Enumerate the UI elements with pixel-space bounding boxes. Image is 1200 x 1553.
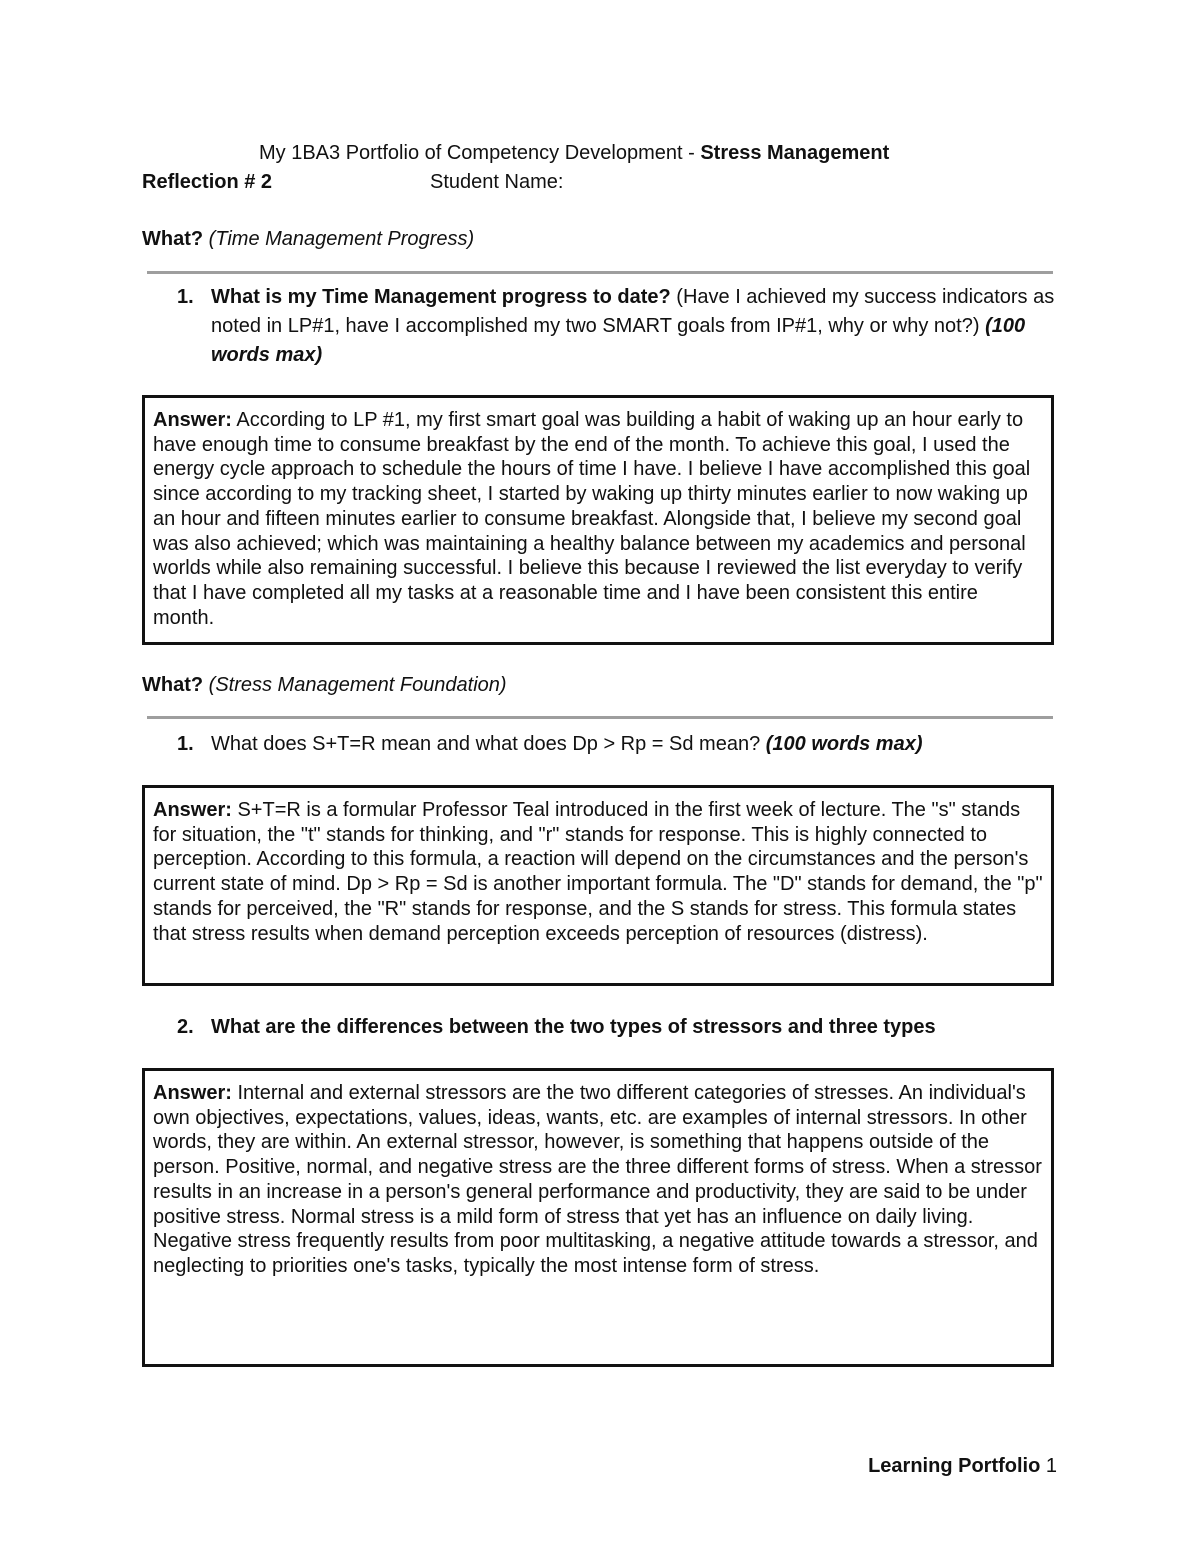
answer-text: According to LP #1, my first smart goal was building a habit of waking up an hour early to have enough time to consume breakfast by the end of the month. To achieve this goal, I used the energy cycle approach to schedule the hours of time I have. I believe I have accomplished this goal since according to my tracking sheet, I started by waking up thirty minutes earlier to now waking up an hour and fifteen minutes earlier to consume breakfast. Alongside that, I believe my second goal was also achieved; which was maintaining a healthy balance between my academics and personal worlds while also remaining successful. I believe this because I reviewed the list everyday to verify that I have completed all my tasks at a reasonable time and I have been consistent this entire month.	[153, 409, 1031, 629]
question-str-formula	[177, 730, 1057, 759]
section-heading-time-management	[142, 228, 474, 251]
student-name-label: Student Name:	[430, 171, 564, 193]
answer-label: Answer:	[153, 799, 232, 821]
section-subtitle: (Time Management Progress)	[208, 228, 475, 250]
document-title	[259, 142, 889, 165]
answer-text: Internal and external stressors are the two different categories of stresses. An individual's own objectives, expectations, values, ideas, wants, etc. are examples of internal stressors. In other words, they are within. An external stressor, however, is something that happens outside of the person. Positive, normal, and negative stress are the three different forms of stress. When a stressor results in an increase in a person's general performance and productivity, they are said to be under positive stress. Normal stress is a mild form of stress that yet has an influence on daily living. Negative stress frequently results from poor multitasking, a negative attitude towards a stressor, and neglecting to priorities one's tasks, typically the most intense form of stress.	[153, 1082, 1042, 1277]
question-bold-text: What are the differences between the two types of stressors and three types	[211, 1016, 936, 1038]
question-stressor-types	[177, 1013, 1057, 1042]
section-what-label: What?	[142, 228, 204, 250]
question-normal-text: What does S+T=R mean and what does Dp > Rp = Sd mean?	[211, 733, 766, 755]
question-number: 1.	[177, 733, 194, 755]
answer-box-stressor-types	[142, 1068, 1054, 1367]
footer-label: Learning Portfolio	[868, 1455, 1041, 1477]
title-prefix: My 1BA3 Portfolio of Competency Development -	[259, 142, 701, 164]
section-subtitle: (Stress Management Foundation)	[208, 674, 507, 696]
page-footer	[868, 1455, 1057, 1478]
question-bold-text: What is my Time Management progress to date?	[211, 286, 671, 308]
section-heading-stress-management	[142, 674, 507, 697]
title-topic: Stress Management	[700, 142, 890, 164]
page-number: 1	[1040, 1455, 1057, 1477]
question-text	[211, 730, 1057, 759]
answer-box-time-management	[142, 395, 1054, 645]
word-limit: (100 words max)	[211, 315, 1026, 366]
answer-label: Answer:	[153, 409, 232, 431]
answer-text: S+T=R is a formular Professor Teal introduced in the first week of lecture. The "s" stands for situation, the "t" stands for thinking, and "r" stands for response. This is highly connected to perception. According to this formula, a reaction will depend on the circumstances and the person's current state of mind. Dp > Rp = Sd is another important formula. The "D" stands for demand, the "p" stands for perceived, the "R" stands for response, and the S stands for stress. This formula states that stress results when demand perception exceeds perception of resources (distress).	[153, 799, 1043, 945]
question-text	[211, 283, 1057, 370]
word-limit: (100 words max)	[765, 733, 923, 755]
answer-box-str-formula	[142, 785, 1054, 986]
question-number: 1.	[177, 286, 194, 308]
section-divider	[147, 271, 1053, 274]
question-time-management-progress	[177, 283, 1057, 370]
question-text	[211, 1013, 1057, 1042]
reflection-number: Reflection # 2	[142, 171, 273, 193]
answer-label: Answer:	[153, 1082, 232, 1104]
question-normal-text: (Have I achieved my success indicators as noted in LP#1, have I accomplished my two SMART goals from IP#1, why or why not?)	[211, 286, 1055, 337]
question-number: 2.	[177, 1016, 194, 1038]
section-divider	[147, 716, 1053, 719]
section-what-label: What?	[142, 674, 204, 696]
